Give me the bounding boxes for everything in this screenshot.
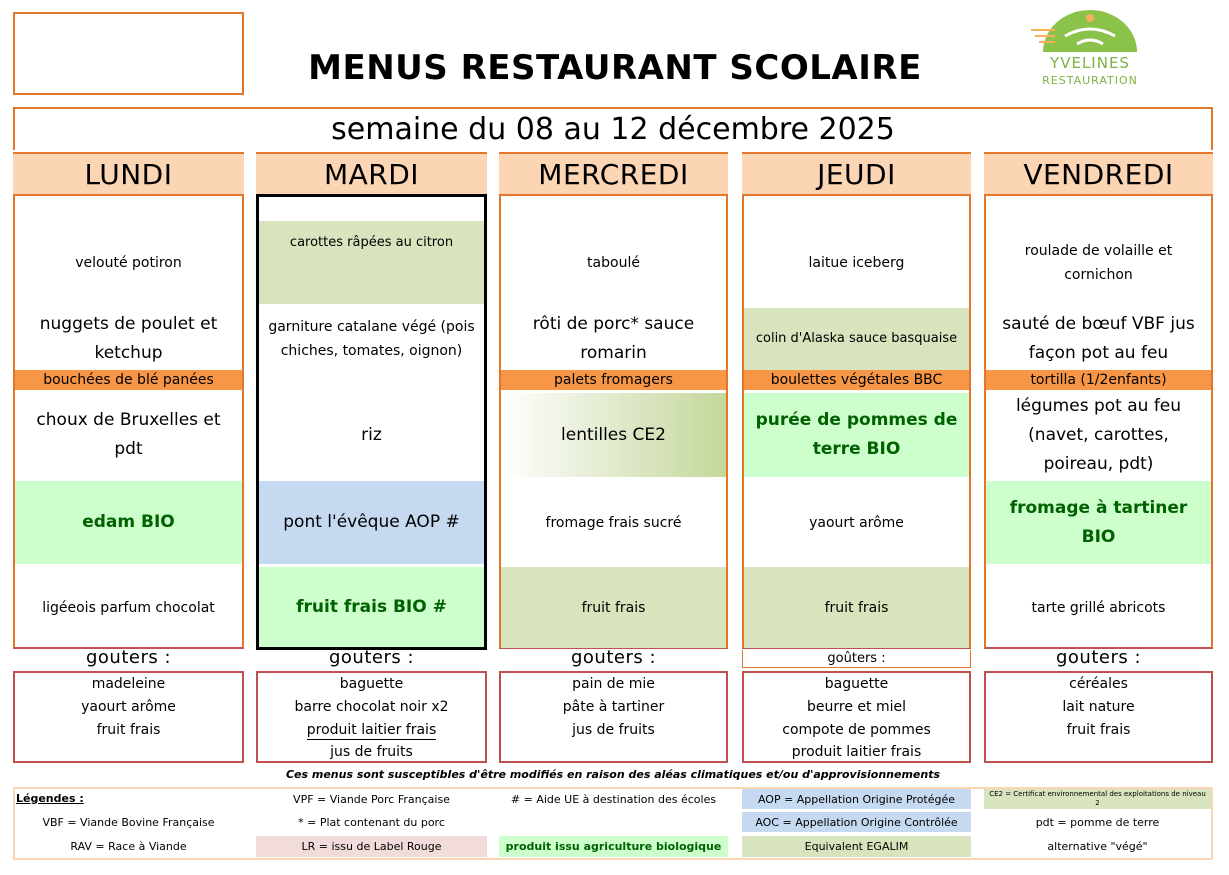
dessert-vendredi: tarte grillé abricots <box>1031 599 1166 616</box>
gouter-item: baguette <box>339 676 404 692</box>
starter-jeudi: laitue iceberg <box>808 254 905 271</box>
side-vendredi: légumes pot au feu (navet, carottes, poireau, pdt) <box>1015 395 1182 474</box>
gouter-title-mercredi: gouters : <box>570 646 657 668</box>
gouter-title-vendredi: gouters : <box>1055 646 1142 668</box>
dairy-lundi: edam BIO <box>15 481 242 564</box>
legend-vege: alternative "végé" <box>1047 839 1148 853</box>
alt-lundi: bouchées de blé panées <box>15 370 242 390</box>
starter-vendredi: roulade de volaille et cornichon <box>1024 242 1173 283</box>
gouter-title-mardi: gouters : <box>328 646 415 668</box>
side-lundi: choux de Bruxelles et pdt <box>36 410 221 459</box>
gouter-item: céréales <box>1069 676 1128 692</box>
side-mercredi: lentilles CE2 <box>501 393 726 477</box>
gouter-item: fruit frais <box>1066 722 1131 738</box>
alt-jeudi: boulettes végétales BBC <box>744 370 969 390</box>
dessert-jeudi: fruit frais <box>744 567 969 648</box>
legend-title: Légendes : <box>16 791 84 805</box>
page-title: MENUS RESTAURANT SCOLAIRE <box>308 48 922 88</box>
gouter-item: produit laitier frais <box>791 743 922 760</box>
day-header-lundi: LUNDI <box>13 152 244 196</box>
dairy-vendredi: fromage à tartiner BIO <box>986 481 1211 564</box>
gouter-item: pain de mie <box>572 676 655 692</box>
gouter-title-jeudi: goûters : <box>742 650 971 668</box>
dessert-mardi: fruit frais BIO # <box>259 567 484 648</box>
legend-egalim: Equivalent EGALIM <box>742 836 971 857</box>
gouter-item: jus de fruits <box>572 722 655 738</box>
main-mardi: garniture catalane végé (pois chiches, tomates, oignon) <box>268 319 475 359</box>
gouter-box-vendredi <box>984 671 1213 763</box>
starter-mercredi: taboulé <box>587 254 640 271</box>
legend-rav: RAV = Race à Viande <box>70 839 187 853</box>
starter-mardi: carottes râpées au citron <box>259 221 484 304</box>
dairy-mercredi: fromage frais sucré <box>545 514 682 531</box>
gouter-item: baguette <box>824 676 889 692</box>
day-header-mardi: MARDI <box>256 152 487 196</box>
gouter-item <box>258 719 485 742</box>
gouter-item: pâte à tartiner <box>562 699 665 715</box>
legend-bio: produit issu agriculture biologique <box>499 836 728 857</box>
starter-lundi: velouté potiron <box>75 254 182 271</box>
logo-text-yvelines: YVELINES <box>1050 54 1130 72</box>
logo-text-restauration: RESTAURATION <box>1042 73 1138 87</box>
dairy-jeudi: yaourt arôme <box>809 514 904 531</box>
day-header-mercredi: MERCREDI <box>499 152 728 196</box>
legend-ce2: CE2 = Certificat environnemental des exploitations de niveau 2 <box>984 789 1211 809</box>
dessert-lundi: ligéeois parfum chocolat <box>42 599 215 616</box>
gouter-item: madeleine <box>91 676 166 692</box>
gouter-item: beurre et miel <box>807 699 906 715</box>
legend-vbf: VBF = Viande Bovine Française <box>42 815 215 829</box>
legend-hash: # = Aide UE à destination des écoles <box>510 792 717 806</box>
gouter-item-underlined: produit laitier frais <box>306 721 437 738</box>
gouter-item: compote de pommes <box>782 722 931 738</box>
main-lundi: nuggets de poulet et ketchup <box>39 314 218 363</box>
gouter-item: barre chocolat noir x2 <box>294 699 449 715</box>
legend-porc: * = Plat contenant du porc <box>298 815 445 829</box>
main-mercredi: rôti de porc* sauce romarin <box>532 314 695 363</box>
legend-aoc: AOC = Appellation Origine Contrôlée <box>742 812 971 832</box>
day-header-vendredi: VENDREDI <box>984 152 1213 196</box>
gouter-title-lundi: gouters : <box>85 646 172 668</box>
dairy-mardi: pont l'évêque AOP # <box>259 481 484 564</box>
gouter-box-mercredi <box>499 671 728 763</box>
legend-vpf: VPF = Viande Porc Française <box>293 792 450 806</box>
day-header-jeudi: JEUDI <box>742 152 971 196</box>
gouter-box-lundi <box>13 671 244 763</box>
main-vendredi: sauté de bœuf VBF jus façon pot au feu <box>1002 314 1195 363</box>
alt-mercredi: palets fromagers <box>501 370 726 390</box>
alt-vendredi: tortilla (1/2enfants) <box>986 370 1211 390</box>
dessert-mercredi: fruit frais <box>501 567 726 648</box>
legend-aop: AOP = Appellation Origine Protégée <box>742 789 971 809</box>
highlight-frame-mardi <box>256 194 487 650</box>
legend-label-rouge: LR = issu de Label Rouge <box>256 836 487 857</box>
gouter-box-mardi <box>256 671 487 763</box>
side-mardi: riz <box>361 424 382 445</box>
gouter-box-jeudi <box>742 671 971 763</box>
side-jeudi: purée de pommes de terre BIO <box>744 393 969 477</box>
disclaimer: Ces menus sont susceptibles d'être modifiés en raison des aléas climatiques et/ou d'approvisionnements <box>285 767 941 781</box>
gouter-item: lait nature <box>1062 699 1135 715</box>
gouter-item: jus de fruits <box>330 743 413 760</box>
gouter-item: fruit frais <box>96 722 161 738</box>
main-jeudi: colin d'Alaska sauce basquaise <box>744 308 969 370</box>
legend-pdt: pdt = pomme de terre <box>1035 815 1160 829</box>
gouter-item: yaourt arôme <box>81 699 176 715</box>
week-title: semaine du 08 au 12 décembre 2025 <box>331 111 895 147</box>
blank-header-box <box>13 12 244 95</box>
